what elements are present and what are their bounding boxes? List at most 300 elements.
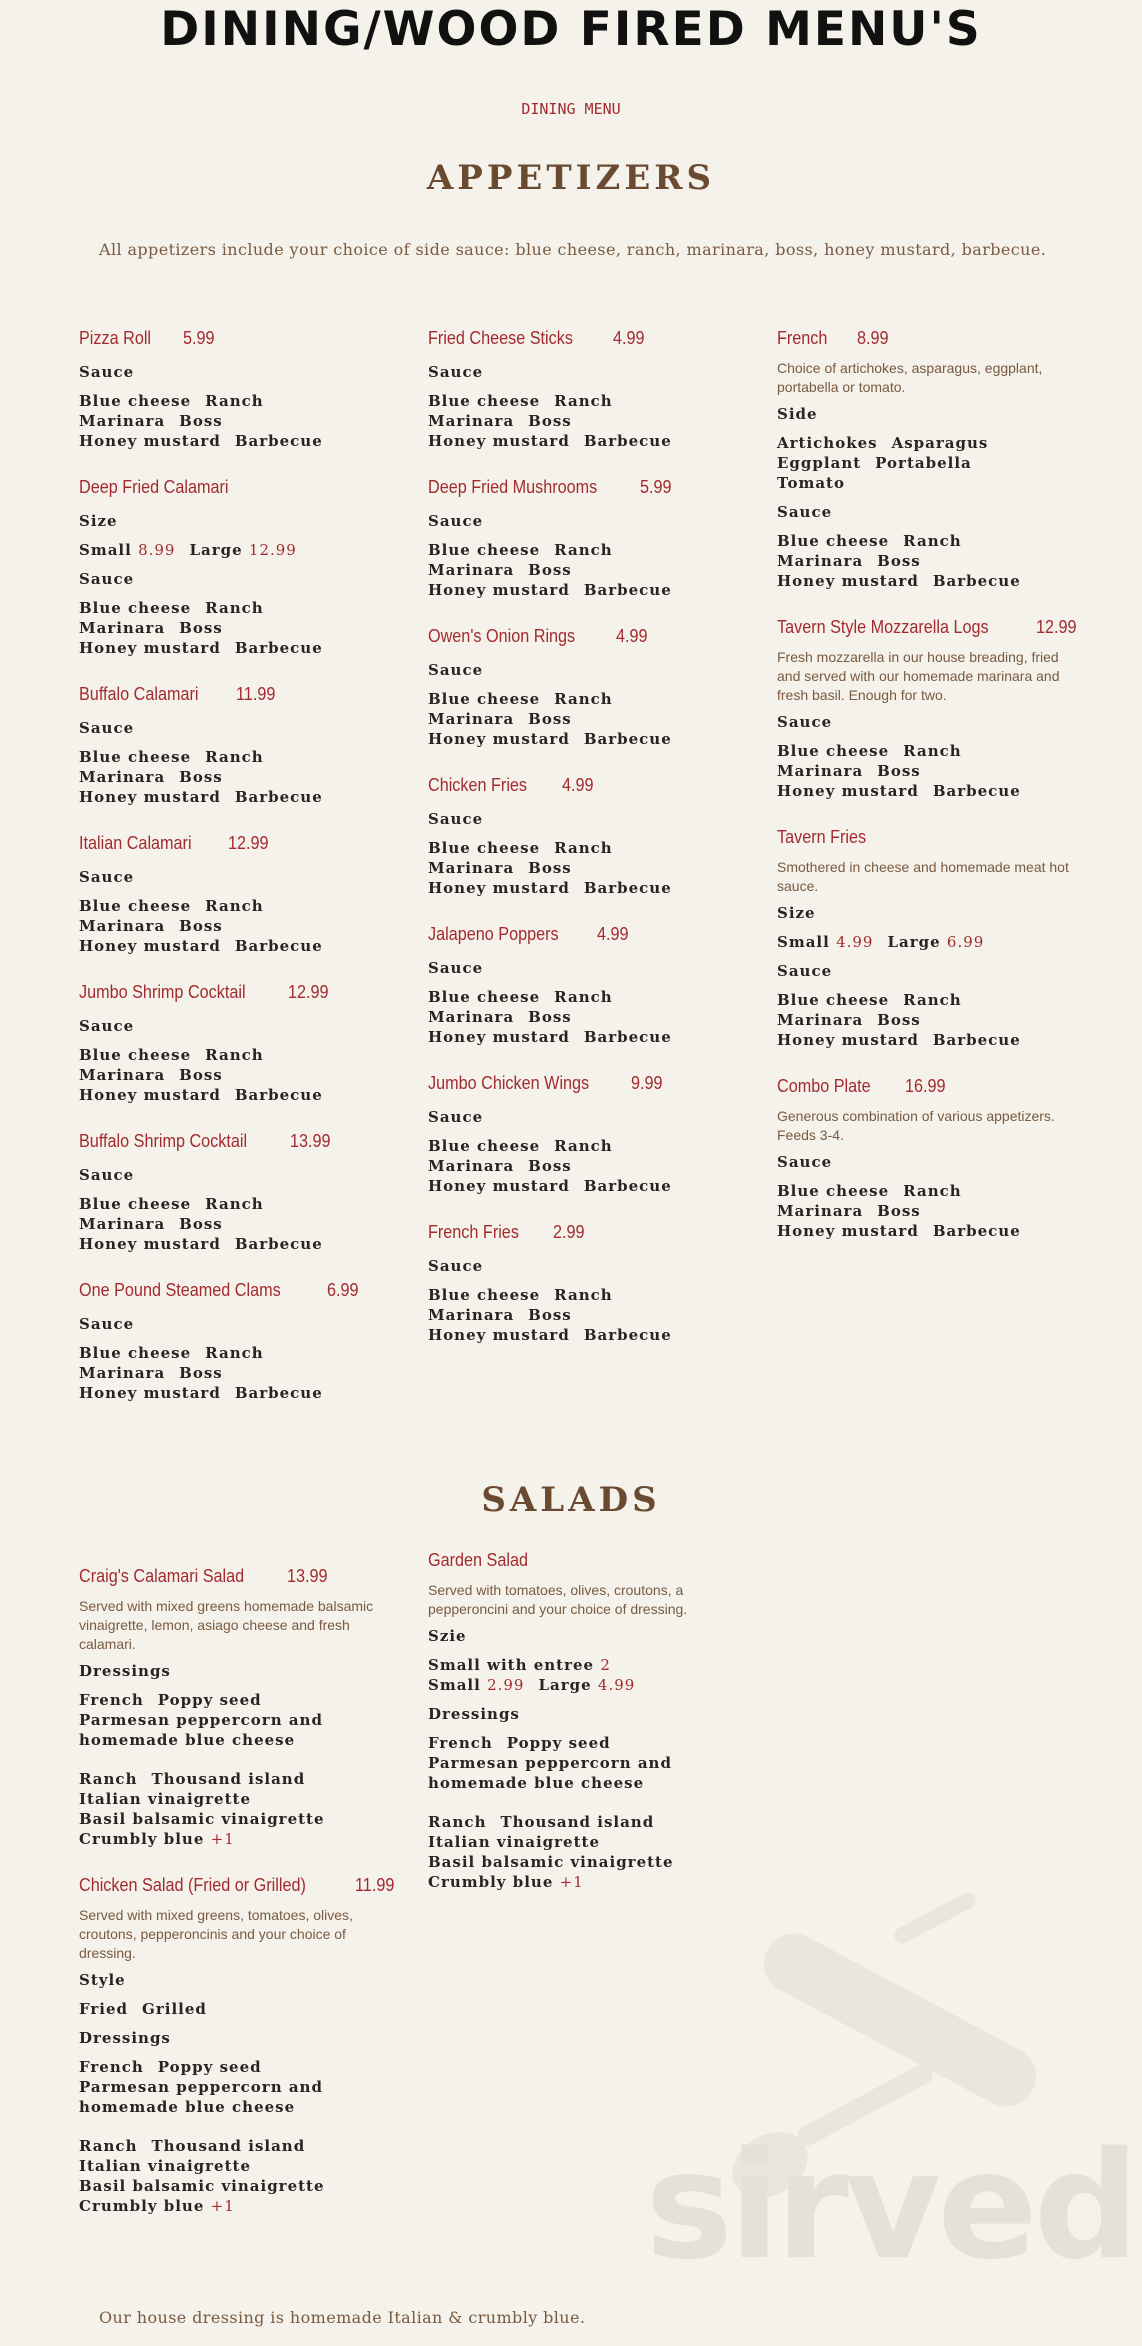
sauce-label: Sauce xyxy=(428,1108,484,1126)
option-label: homemade blue cheese xyxy=(79,1731,296,1749)
menu-item xyxy=(79,1131,379,1254)
dressing-line xyxy=(79,2136,379,2156)
dressing-line xyxy=(79,1730,379,1750)
option-label: Crumbly blue xyxy=(79,1830,205,1848)
small-price: 2.99 xyxy=(487,1676,525,1694)
option-label: Basil balsamic vinaigrette xyxy=(79,2177,325,2195)
sauce-options xyxy=(428,838,728,898)
option-label: Blue cheese xyxy=(428,839,541,857)
dressing-options xyxy=(79,2057,379,2216)
option-label: Marinara xyxy=(777,762,864,780)
sauce-line xyxy=(79,1085,379,1105)
option-label: Barbecue xyxy=(583,879,672,897)
option-label: Ranch xyxy=(554,839,613,857)
sauce-line xyxy=(79,916,379,936)
item-header xyxy=(79,1131,379,1152)
sauce-options xyxy=(79,598,379,658)
sauce-line xyxy=(428,838,728,858)
item-name: French Fries xyxy=(428,1222,519,1242)
option-label: Blue cheese xyxy=(428,1286,541,1304)
item-price: 8.99 xyxy=(857,328,889,348)
sauce-options xyxy=(428,1285,728,1345)
item-header xyxy=(428,1550,728,1571)
dressing-line xyxy=(79,2156,379,2176)
watermark-text: sirved xyxy=(645,2120,1136,2292)
sauce-options xyxy=(79,1343,379,1403)
option-label: Marinara xyxy=(79,1066,166,1084)
option-label: Honey mustard xyxy=(79,788,221,806)
menu-item xyxy=(777,1076,1077,1241)
option-label: Boss xyxy=(528,1008,572,1026)
option-label: Blue cheese xyxy=(79,599,192,617)
style-line xyxy=(79,1999,379,2019)
option-label: Blue cheese xyxy=(428,541,541,559)
item-description: Smothered in cheese and homemade meat hot sauce. xyxy=(777,859,1069,894)
size-options xyxy=(428,1655,728,1695)
menu-item xyxy=(79,1566,379,1849)
item-name: Craig's Calamari Salad xyxy=(79,1566,245,1586)
sauce-line xyxy=(79,936,379,956)
appetizers-heading: APPETIZERS xyxy=(426,158,716,198)
option-label: Honey mustard xyxy=(777,782,919,800)
dressing-line xyxy=(79,1769,379,1789)
sauce-options xyxy=(79,896,379,956)
option-label: Marinara xyxy=(79,1364,166,1382)
option-label: Ranch xyxy=(903,742,962,760)
sauce-line xyxy=(428,540,728,560)
option-label: Blue cheese xyxy=(79,1195,192,1213)
option-label: Ranch xyxy=(205,748,264,766)
option-label: Poppy seed xyxy=(506,1734,611,1752)
dressing-line xyxy=(79,2196,379,2216)
option-label: Ranch xyxy=(554,988,613,1006)
sauce-line xyxy=(79,411,379,431)
sauce-line xyxy=(428,878,728,898)
menu-item xyxy=(428,1550,728,1892)
option-label: Honey mustard xyxy=(79,432,221,450)
sauce-label: Sauce xyxy=(79,1017,135,1035)
sauce-label: Sauce xyxy=(428,959,484,977)
item-name: Jumbo Chicken Wings xyxy=(428,1073,590,1093)
sauce-line xyxy=(428,709,728,729)
sauce-line xyxy=(428,431,728,451)
sauce-line xyxy=(777,990,1077,1010)
item-header xyxy=(428,328,728,349)
option-label: Ranch xyxy=(79,1770,138,1788)
sauce-line xyxy=(428,987,728,1007)
sauce-line xyxy=(79,1234,379,1254)
sauce-line xyxy=(428,858,728,878)
sauce-line xyxy=(79,1363,379,1383)
option-label: Asparagus xyxy=(891,434,989,452)
menu-item xyxy=(777,827,1077,1050)
extra-charge: +1 xyxy=(210,2197,235,2215)
option-label: Honey mustard xyxy=(79,1086,221,1104)
option-label: Boss xyxy=(528,859,572,877)
option-label: Marinara xyxy=(428,561,515,579)
option-label: Blue cheese xyxy=(79,1344,192,1362)
large-price: 6.99 xyxy=(946,933,985,951)
option-label: Boss xyxy=(528,1157,572,1175)
option-label: Barbecue xyxy=(583,730,672,748)
option-label: Parmesan peppercorn and xyxy=(428,1754,672,1772)
item-price: 2.99 xyxy=(553,1222,585,1242)
option-label: Barbecue xyxy=(583,432,672,450)
dressings-label: Dressings xyxy=(79,1662,171,1680)
option-label: Crumbly blue xyxy=(428,1873,554,1891)
item-name: Buffalo Calamari xyxy=(79,684,199,704)
item-price: 12.99 xyxy=(288,982,329,1002)
option-label: Boss xyxy=(877,762,921,780)
option-label: Barbecue xyxy=(234,1086,323,1104)
option-label: Ranch xyxy=(205,897,264,915)
sauce-line xyxy=(79,787,379,807)
option-label: Ranch xyxy=(554,690,613,708)
option-label: Marinara xyxy=(777,1011,864,1029)
side-line xyxy=(777,473,1077,493)
dressing-line xyxy=(428,1753,728,1773)
sauce-line xyxy=(79,747,379,767)
option-label: Blue cheese xyxy=(79,392,192,410)
item-price: 11.99 xyxy=(355,1875,395,1895)
item-name: Tavern Fries xyxy=(777,827,867,847)
dressing-line xyxy=(79,2057,379,2077)
item-description: Generous combination of various appetizers. Feeds 3-4. xyxy=(777,1108,1055,1143)
item-name: Jumbo Shrimp Cocktail xyxy=(79,982,246,1002)
option-label: Italian vinaigrette xyxy=(79,1790,251,1808)
item-name: Italian Calamari xyxy=(79,833,192,853)
option-label: Boss xyxy=(528,561,572,579)
salads-column-2 xyxy=(428,1550,728,1918)
menu-item xyxy=(428,924,728,1047)
item-header xyxy=(428,477,728,498)
item-price: 9.99 xyxy=(631,1073,663,1093)
sauce-line xyxy=(428,411,728,431)
dressing-options xyxy=(428,1733,728,1892)
large-price: 4.99 xyxy=(597,1676,636,1694)
option-label: Barbecue xyxy=(234,1235,323,1253)
item-price: 4.99 xyxy=(562,775,594,795)
option-label: French xyxy=(79,1691,144,1709)
sauce-label: Sauce xyxy=(79,1315,135,1333)
item-name: One Pound Steamed Clams xyxy=(79,1280,281,1300)
option-label: Ranch xyxy=(554,1286,613,1304)
sauce-options xyxy=(79,1045,379,1105)
dressing-line xyxy=(79,1789,379,1809)
menu-item xyxy=(428,1222,728,1345)
sauce-line xyxy=(428,1027,728,1047)
option-label: Boss xyxy=(528,710,572,728)
sauce-label: Sauce xyxy=(428,1257,484,1275)
sauce-options xyxy=(777,1181,1077,1241)
option-label: Ranch xyxy=(903,1182,962,1200)
option-label: Honey mustard xyxy=(428,1028,570,1046)
sauce-options xyxy=(428,540,728,600)
option-label: Eggplant xyxy=(777,454,862,472)
option-label: Honey mustard xyxy=(428,1177,570,1195)
menu-item xyxy=(777,328,1077,591)
option-label: Boss xyxy=(877,552,921,570)
item-header xyxy=(777,617,1077,638)
item-header xyxy=(79,1875,395,1896)
item-description: Served with mixed greens homemade balsamic vinaigrette, lemon, asiago cheese and fresh calamari. xyxy=(79,1598,374,1652)
item-name: Owen's Onion Rings xyxy=(428,626,576,646)
sauce-line xyxy=(428,1136,728,1156)
option-label: Parmesan peppercorn and xyxy=(79,2078,323,2096)
sauce-line xyxy=(777,1221,1077,1241)
option-label: Basil balsamic vinaigrette xyxy=(428,1853,674,1871)
option-label: Marinara xyxy=(428,710,515,728)
sauce-options xyxy=(777,741,1077,801)
menu-item xyxy=(79,684,379,807)
option-label: Marinara xyxy=(428,1157,515,1175)
large-label: Large xyxy=(887,933,941,951)
appetizers-column-2 xyxy=(428,328,728,1371)
extra-charge: +1 xyxy=(210,1830,235,1848)
option-label: homemade blue cheese xyxy=(79,2098,296,2116)
option-label: Barbecue xyxy=(932,1222,1021,1240)
item-header xyxy=(777,328,1077,349)
option-label: Poppy seed xyxy=(157,2058,262,2076)
item-name: Tavern Style Mozzarella Logs xyxy=(777,617,989,637)
sauce-line xyxy=(777,761,1077,781)
option-label: Thousand island xyxy=(500,1813,655,1831)
item-name: Garden Salad xyxy=(428,1550,528,1570)
sauce-line xyxy=(777,1010,1077,1030)
option-label: Honey mustard xyxy=(428,1326,570,1344)
item-description: Served with mixed greens, tomatoes, olives, croutons, pepperoncinis and your choice of dressing. xyxy=(79,1907,353,1961)
sauce-options xyxy=(79,747,379,807)
sauce-line xyxy=(428,560,728,580)
item-header xyxy=(79,982,379,1003)
dressing-line xyxy=(428,1852,728,1872)
side-options xyxy=(777,433,1077,493)
item-name: Deep Fried Mushrooms xyxy=(428,477,598,497)
option-label: Honey mustard xyxy=(79,937,221,955)
sauce-label: Sauce xyxy=(428,661,484,679)
item-header xyxy=(777,1076,1077,1097)
option-label: Barbecue xyxy=(932,572,1021,590)
option-label: Honey mustard xyxy=(777,1222,919,1240)
item-header xyxy=(79,1566,379,1587)
item-price: 12.99 xyxy=(228,833,269,853)
sauce-options xyxy=(79,391,379,451)
appetizers-note: All appetizers include your choice of side sauce: blue cheese, ranch, marinara, boss, honey mustard, barbecue. xyxy=(99,240,1047,259)
option-label: Blue cheese xyxy=(777,532,890,550)
sauce-label: Sauce xyxy=(79,570,135,588)
option-label: Marinara xyxy=(428,412,515,430)
option-label: Boss xyxy=(179,768,223,786)
sauce-line xyxy=(777,1201,1077,1221)
page-title: DINING/WOOD FIRED MENU'S xyxy=(160,2,982,57)
option-label: Blue cheese xyxy=(777,991,890,1009)
sauce-line xyxy=(79,1194,379,1214)
menu-item xyxy=(79,1280,379,1403)
size-label: Szie xyxy=(428,1627,467,1645)
option-label: Barbecue xyxy=(583,581,672,599)
option-label: Marinara xyxy=(79,917,166,935)
option-label: Blue cheese xyxy=(428,988,541,1006)
salads-column-1 xyxy=(79,1566,395,2242)
option-label: Marinara xyxy=(79,768,166,786)
option-label: Marinara xyxy=(428,1008,515,1026)
option-label: Italian vinaigrette xyxy=(428,1833,600,1851)
sauce-label: Sauce xyxy=(428,512,484,530)
sauce-line xyxy=(79,391,379,411)
sauce-label: Sauce xyxy=(79,868,135,886)
option-label: Honey mustard xyxy=(428,581,570,599)
item-price: 11.99 xyxy=(235,684,276,704)
sauce-line xyxy=(428,729,728,749)
sauce-options xyxy=(777,531,1077,591)
sauce-options xyxy=(777,990,1077,1050)
sauce-line xyxy=(777,1181,1077,1201)
item-price: 4.99 xyxy=(597,924,629,944)
sauce-line xyxy=(79,1343,379,1363)
option-label: Blue cheese xyxy=(428,690,541,708)
option-label: Marinara xyxy=(79,619,166,637)
size-line xyxy=(777,932,1077,952)
item-header xyxy=(79,477,379,498)
option-label: Honey mustard xyxy=(428,730,570,748)
item-header xyxy=(428,775,728,796)
option-label: Marinara xyxy=(428,1306,515,1324)
item-header xyxy=(79,833,379,854)
dressing-line xyxy=(79,1710,379,1730)
option-label: Ranch xyxy=(554,541,613,559)
option-label: French xyxy=(428,1734,493,1752)
option-label: Ranch xyxy=(205,1195,264,1213)
small-price: 8.99 xyxy=(138,541,176,559)
menu-item xyxy=(79,833,379,956)
size-label: Size xyxy=(79,512,118,530)
sauce-line xyxy=(777,531,1077,551)
option-label: Grilled xyxy=(142,2000,207,2018)
option-label: Ranch xyxy=(903,991,962,1009)
menu-item xyxy=(428,775,728,898)
option-label: Basil balsamic vinaigrette xyxy=(79,1810,325,1828)
option-label: Barbecue xyxy=(583,1177,672,1195)
option-label: Ranch xyxy=(428,1813,487,1831)
option-label: Boss xyxy=(179,619,223,637)
item-header xyxy=(428,924,728,945)
small-label: Small xyxy=(428,1676,481,1694)
option-label: Boss xyxy=(179,412,223,430)
side-line xyxy=(777,453,1077,473)
item-header xyxy=(79,684,379,705)
small-price: 4.99 xyxy=(836,933,874,951)
item-price: 6.99 xyxy=(327,1280,359,1300)
side-label: Side xyxy=(777,405,818,423)
sauce-options xyxy=(428,689,728,749)
option-label: Boss xyxy=(179,1215,223,1233)
item-price: 13.99 xyxy=(286,1566,328,1586)
option-label: Poppy seed xyxy=(157,1691,262,1709)
entree-price: 2 xyxy=(600,1656,611,1674)
menu-item xyxy=(428,626,728,749)
sauce-label: Sauce xyxy=(79,719,135,737)
sauce-line xyxy=(777,571,1077,591)
option-label: Boss xyxy=(179,1364,223,1382)
sauce-line xyxy=(79,1383,379,1403)
option-label: Blue cheese xyxy=(428,392,541,410)
menu-item xyxy=(777,617,1077,801)
dressing-line xyxy=(79,2077,379,2097)
small-label: Small xyxy=(79,541,132,559)
small-label: Small xyxy=(777,933,830,951)
sauce-line xyxy=(79,1065,379,1085)
sauce-line xyxy=(777,551,1077,571)
sauce-label: Sauce xyxy=(777,713,833,731)
sauce-label: Sauce xyxy=(777,503,833,521)
style-label: Style xyxy=(79,1971,126,1989)
appetizers-column-3 xyxy=(777,328,1077,1267)
side-line xyxy=(777,433,1077,453)
option-label: Blue cheese xyxy=(777,1182,890,1200)
size-line xyxy=(428,1675,728,1695)
option-label: Honey mustard xyxy=(428,432,570,450)
large-label: Large xyxy=(189,541,243,559)
sauce-line xyxy=(79,1045,379,1065)
option-label: Ranch xyxy=(554,392,613,410)
option-label: Blue cheese xyxy=(428,1137,541,1155)
sauce-line xyxy=(428,580,728,600)
option-label: Fried xyxy=(79,2000,129,2018)
sauce-line xyxy=(777,1030,1077,1050)
size-options xyxy=(79,540,379,560)
large-label: Large xyxy=(538,1676,592,1694)
option-label: Artichokes xyxy=(777,434,878,452)
option-label: Blue cheese xyxy=(79,748,192,766)
large-price: 12.99 xyxy=(248,541,297,559)
dressing-line xyxy=(79,2176,379,2196)
option-label: Honey mustard xyxy=(777,1031,919,1049)
option-label: Barbecue xyxy=(583,1326,672,1344)
sauce-line xyxy=(79,896,379,916)
item-description: Served with tomatoes, olives, croutons, a pepperoncini and your choice of dressing. xyxy=(428,1582,688,1617)
dressing-line xyxy=(79,1690,379,1710)
option-label: Marinara xyxy=(428,859,515,877)
option-label: Tomato xyxy=(777,474,845,492)
item-name: Pizza Roll xyxy=(79,328,152,348)
sauce-label: Sauce xyxy=(79,1166,135,1184)
option-label: Barbecue xyxy=(234,432,323,450)
sauce-line xyxy=(428,1305,728,1325)
dressing-line xyxy=(428,1832,728,1852)
sauce-line xyxy=(428,391,728,411)
sauce-line xyxy=(428,689,728,709)
sauce-line xyxy=(428,1285,728,1305)
menu-item xyxy=(79,1875,395,2216)
option-label: Boss xyxy=(179,917,223,935)
option-label: Marinara xyxy=(79,412,166,430)
sauce-line xyxy=(777,781,1077,801)
menu-item xyxy=(79,328,379,451)
option-label: Barbecue xyxy=(234,1384,323,1402)
option-label: Boss xyxy=(877,1011,921,1029)
item-name: Jalapeno Poppers xyxy=(428,924,559,944)
option-label: Ranch xyxy=(205,1046,264,1064)
appetizers-column-1 xyxy=(79,328,379,1429)
item-price: 4.99 xyxy=(615,626,648,646)
size-line xyxy=(428,1655,728,1675)
option-label: Crumbly blue xyxy=(79,2197,205,2215)
dressing-line xyxy=(428,1773,728,1793)
sauce-line xyxy=(79,767,379,787)
item-header xyxy=(777,827,1077,848)
option-label: Ranch xyxy=(205,1344,264,1362)
item-price: 13.99 xyxy=(289,1131,331,1151)
